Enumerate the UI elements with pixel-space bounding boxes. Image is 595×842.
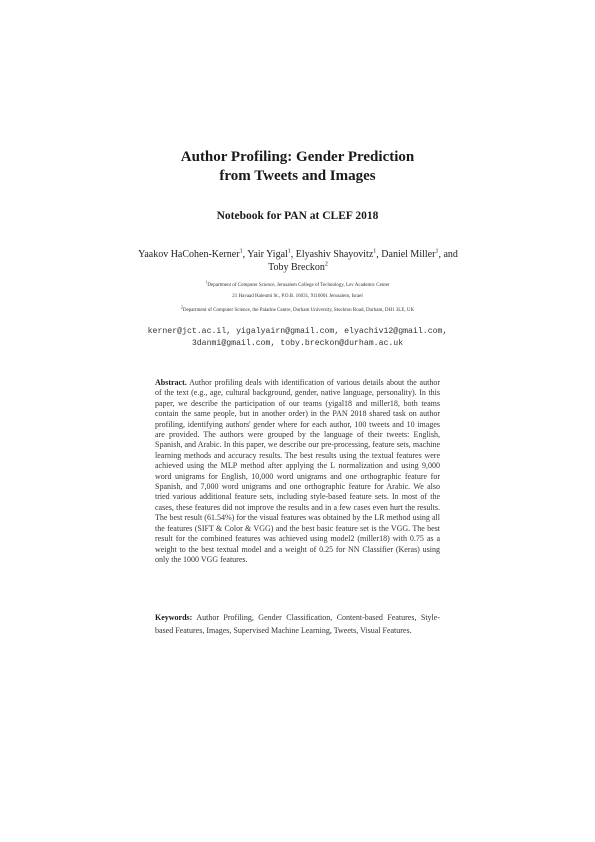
author-name: Yair Yigal xyxy=(247,249,288,260)
keywords xyxy=(155,612,440,637)
author-affil-mark: 2 xyxy=(324,261,328,268)
author-emails xyxy=(100,326,495,350)
paper-subtitle: Notebook for PAN at CLEF 2018 xyxy=(216,210,379,222)
affiliation-1 xyxy=(120,279,475,300)
title-line-2: from Tweets and Images xyxy=(219,168,376,184)
author-name: Elyashiv Shayovitz xyxy=(295,249,374,260)
author-line-2 xyxy=(118,261,478,274)
author-name: Daniel Miller xyxy=(381,249,436,260)
author-affil-mark: 1 xyxy=(435,248,439,255)
author-and: , and xyxy=(438,249,458,260)
affiliation-mark: 2 xyxy=(180,304,183,310)
title-line-1: Author Profiling: Gender Prediction xyxy=(180,149,415,165)
author-name: Toby Breckon xyxy=(268,262,325,273)
affiliation-1-line-2: 21 Havaad Haleumi St., P.O.B. 16031, 9116001 Jerusalem, Israel xyxy=(232,294,363,299)
author-name: Yaakov HaCohen-Kerner xyxy=(138,249,240,260)
author-list xyxy=(118,248,478,274)
abstract-text: Author profiling deals with identification of various details about the author of the text (e.g., age, cultural background, gender, native language, personality). In this paper, we describe the participation of our teams (yigal18 and miller18, both teams contain the same people, but in another order) in the PAN 2018 shared task on author profiling, identifying authors' gender where for each author, 100 tweets and 10 images are provided. The authors were grouped by the language of their tweets: English, Spanish, and Arabic. In this paper, we describe our pre-processing, feature sets, machine learning methods and accuracy results. The best results using the textual features were achieved using the MLP method after applying the L normalization and using 9,000 word unigrams for English, 10,000 word unigrams and one orthographic feature for Spanish, and 7,000 word unigrams and one orthographic feature for Arabic. We also tried various additional feature sets, including style-based feature sets. In most of the cases, these features did not improve the results and in a few cases even hurt the results. The best result (61.54%) for the visual features was obtained by the LR method using all the features (SIFT & Color & VGG) and the best basic feature set is the VGG. The best result for the combined features was achieved using model2 (miller18) with 0.75 as a weight to the best textual model and a weight of 0.25 for NN Classifier (Keras) using only the 1000 VGG features. xyxy=(155,378,440,564)
affiliation-2: $^2$Department of Computer Science, the Palatine Centre, Durham University, Stockton Road, Durham, DH1 3LE, UK xyxy=(180,304,415,313)
email-line-2: 3danmi@gmail.com, toby.breckon@durham.ac.uk xyxy=(191,339,404,348)
author-affil-mark: 1 xyxy=(287,248,291,255)
author-affil-mark: 1 xyxy=(373,248,377,255)
keywords-text: Author Profiling, Gender Classification, Content-based Features, Style-based Features, Images, Supervised Machine Learning, Tweets, Visual Features. xyxy=(155,613,440,635)
author-affil-mark: 1 xyxy=(239,248,243,255)
affiliation-mark: 1 xyxy=(205,279,208,285)
keywords-label: Keywords: xyxy=(155,613,193,622)
email-line-1: kerner@jct.ac.il, yigalyairn@gmail.com, elyachiv12@gmail.com, xyxy=(147,327,448,336)
abstract xyxy=(155,378,440,565)
abstract-label: Abstract. xyxy=(155,378,187,387)
paper-title xyxy=(0,148,595,186)
affiliation-1-line-1: $^1$Department of Computer Science, Jerusalem College of Technology, Lev Academic Center xyxy=(205,279,390,288)
author-line-1: Yaakov HaCohen-Kerner$^1$, Yair Yigal$^1$, Elyashiv Shayovitz$^1$, Daniel Miller$^1$, and xyxy=(138,248,458,260)
